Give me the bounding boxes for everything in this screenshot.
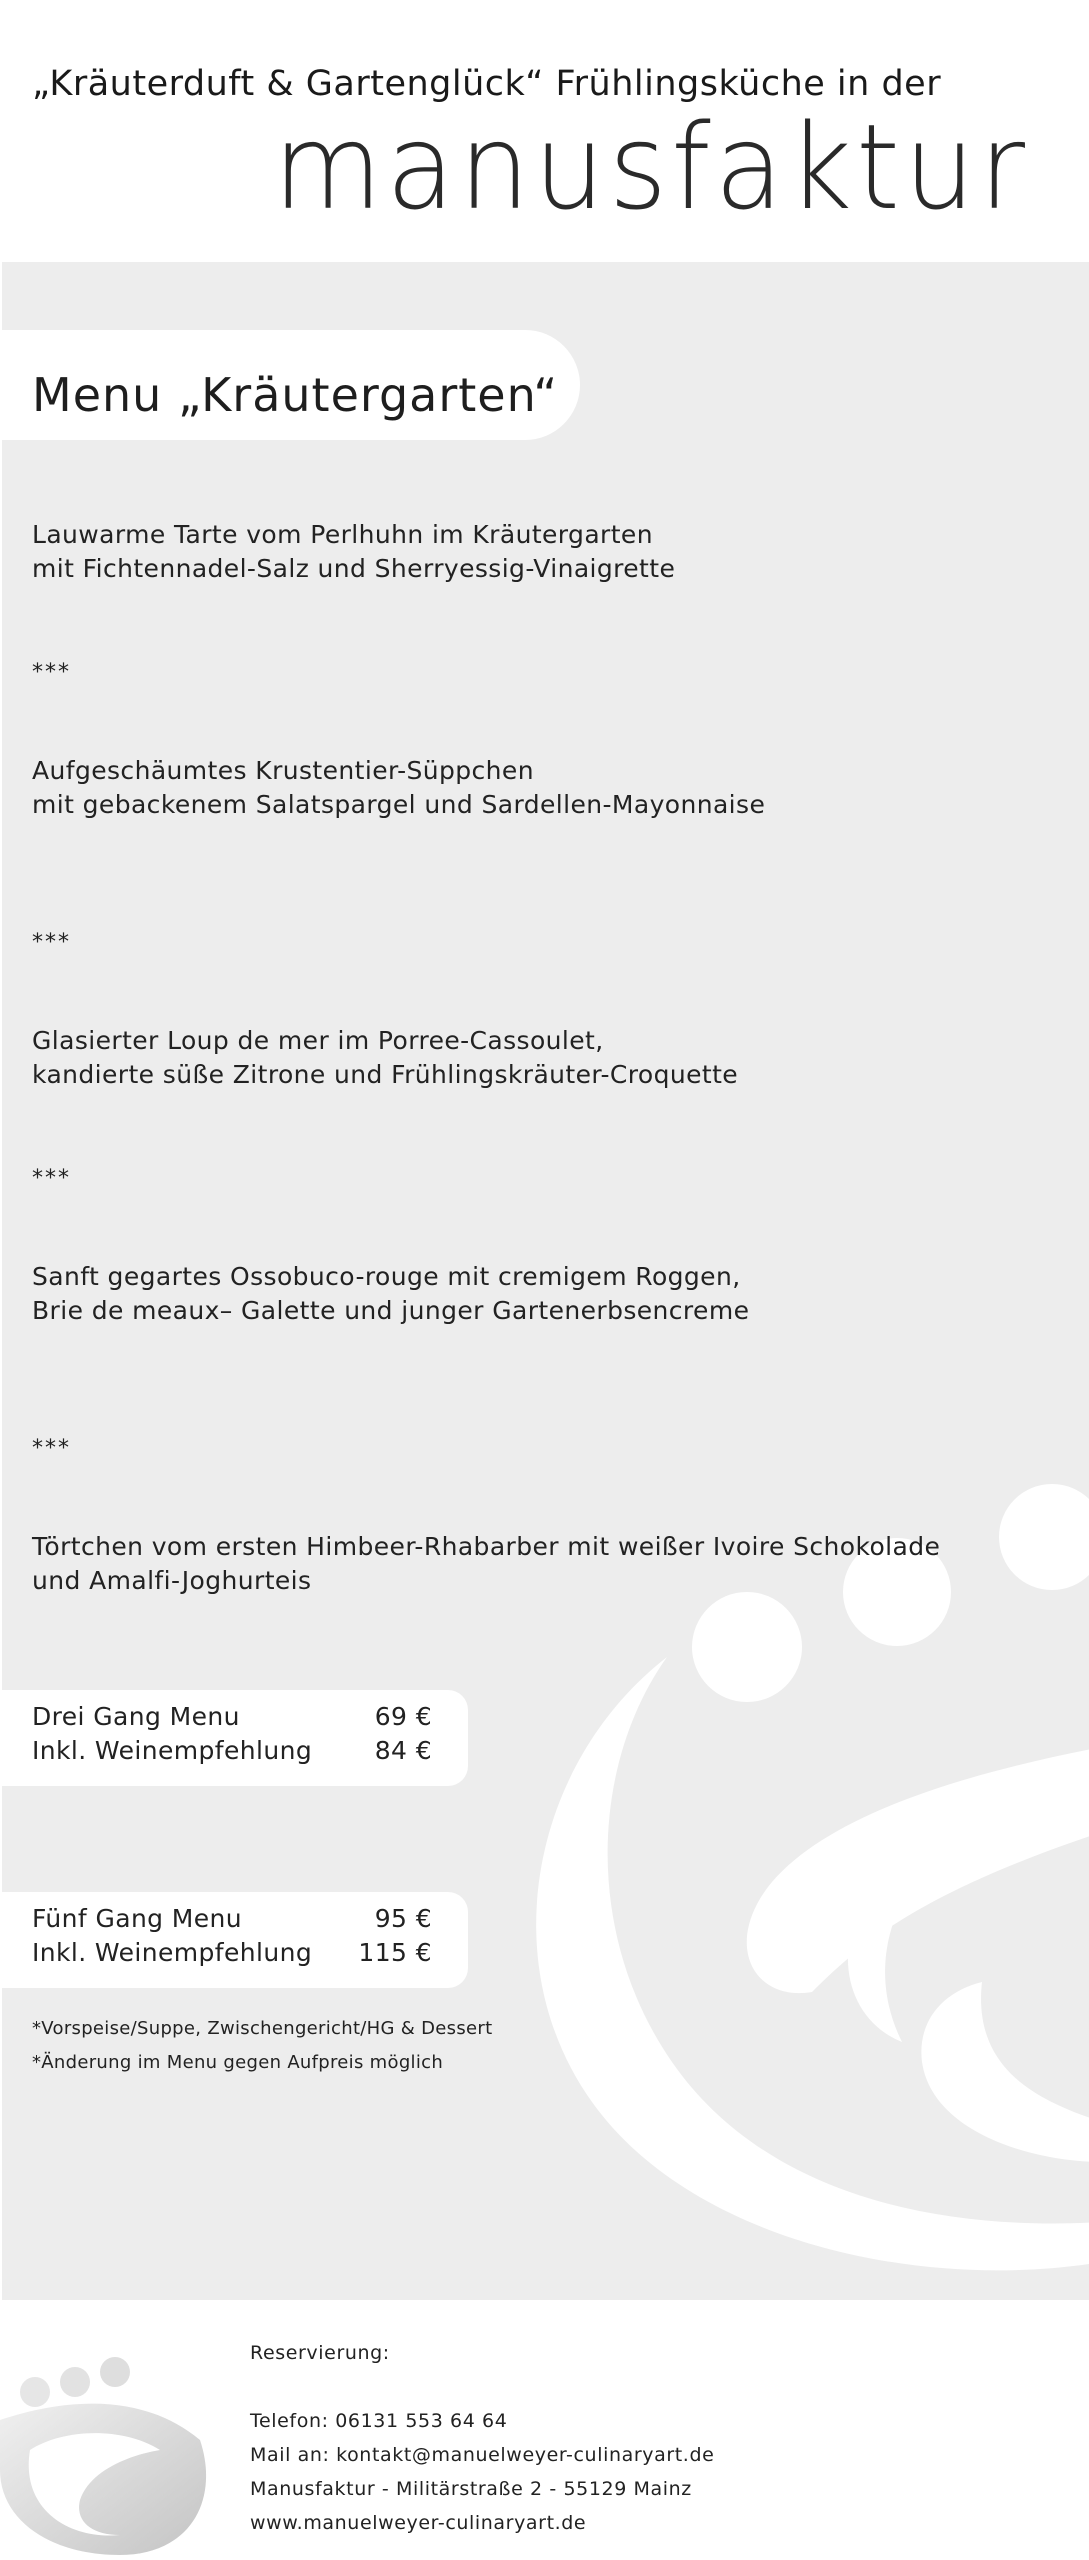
course-1-line2: mit Fichtennadel-Salz und Sherryessig-Vinaigrette — [32, 554, 676, 583]
course-3-line2: kandierte süße Zitrone und Frühlingskräuter-Croquette — [32, 1060, 739, 1089]
course-separator: *** — [32, 1436, 71, 1461]
phone-number: Telefon: 06131 553 64 64 — [250, 2410, 508, 2432]
course-4-line1: Sanft gegartes Ossobuco-rouge mit cremigem Roggen, — [32, 1262, 741, 1291]
price-value: 69 € — [374, 1702, 432, 1731]
ampersand-logo-icon — [0, 2330, 210, 2555]
menu-panel — [2, 262, 1089, 2300]
price-box-five-course — [2, 1892, 468, 1988]
wine-label: Inkl. Weinempfehlung — [32, 1736, 313, 1765]
page-headline: „Kräuterduft & Gartenglück“ Frühlingsküche in der — [32, 64, 942, 104]
footnote: *Vorspeise/Suppe, Zwischengericht/HG & Dessert — [32, 2018, 493, 2039]
price-box-three-course — [2, 1690, 468, 1786]
course-2-line1: Aufgeschäumtes Krustentier-Süppchen — [32, 756, 534, 785]
footnote: *Änderung im Menu gegen Aufpreis möglich — [32, 2052, 444, 2073]
course-separator: *** — [32, 930, 71, 955]
course-1 — [32, 518, 675, 586]
wine-price: 115 € — [358, 1938, 432, 1967]
manusfaktur-logo: manusfaktur — [273, 100, 1029, 237]
footer — [0, 2300, 1089, 2560]
course-4 — [32, 1260, 749, 1328]
wine-price: 84 € — [374, 1736, 432, 1765]
course-5-line1: Törtchen vom ersten Himbeer-Rhabarber mit weißer Ivoire Schokolade — [32, 1532, 941, 1561]
reservation-label: Reservierung: — [250, 2342, 390, 2364]
course-2 — [32, 754, 765, 822]
course-3-line1: Glasierter Loup de mer im Porree-Cassoulet, — [32, 1026, 604, 1055]
email-contact: Mail an: kontakt@manuelweyer-culinaryart.de — [250, 2444, 715, 2466]
website-link[interactable]: www.manuelweyer-culinaryart.de — [250, 2512, 587, 2534]
course-5-line2: und Amalfi-Joghurteis — [32, 1566, 312, 1595]
wine-label: Inkl. Weinempfehlung — [32, 1938, 313, 1967]
course-4-line2: Brie de meaux– Galette und junger Gartenerbsencreme — [32, 1296, 750, 1325]
course-2-line2: mit gebackenem Salatspargel und Sardellen-Mayonnaise — [32, 790, 766, 819]
course-separator: *** — [32, 1166, 71, 1191]
header — [0, 0, 1089, 260]
menu-title: Menu „Kräutergarten“ — [32, 368, 559, 422]
menu-title-box — [2, 330, 580, 440]
course-1-line1: Lauwarme Tarte vom Perlhuhn im Kräutergarten — [32, 520, 653, 549]
address: Manusfaktur - Militärstraße 2 - 55129 Mainz — [250, 2478, 692, 2500]
price-value: 95 € — [374, 1904, 432, 1933]
ampersand-watermark-icon — [502, 1202, 1089, 2300]
course-separator: *** — [32, 660, 71, 685]
course-3 — [32, 1024, 738, 1092]
course-5 — [32, 1530, 940, 1598]
price-label: Fünf Gang Menu — [32, 1904, 243, 1933]
price-label: Drei Gang Menu — [32, 1702, 240, 1731]
